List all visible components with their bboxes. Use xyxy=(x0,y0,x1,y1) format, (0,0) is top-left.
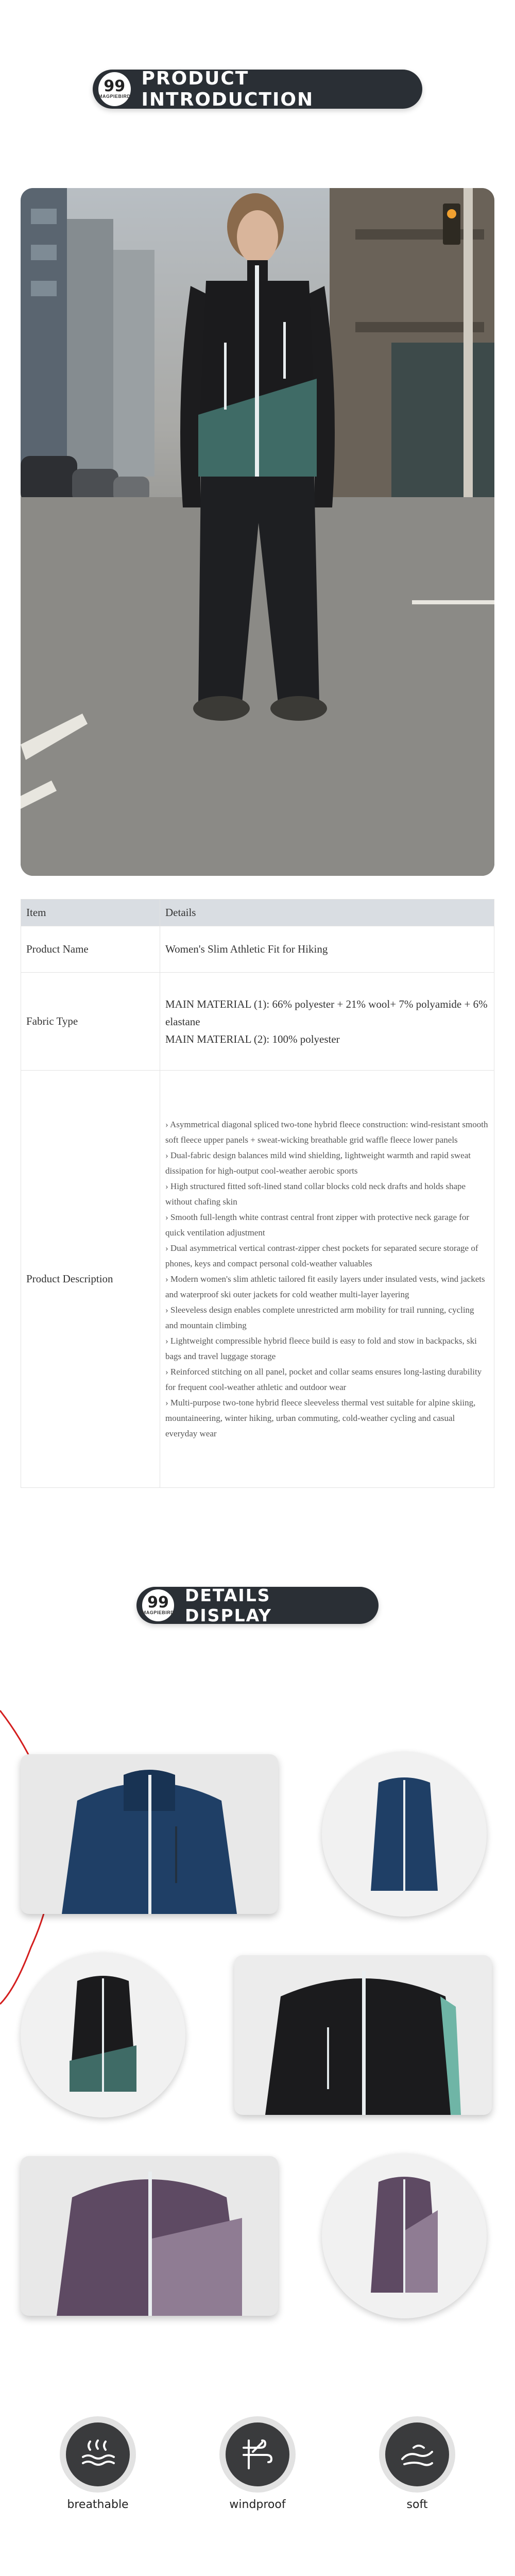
row-label-fabric-type: Fabric Type xyxy=(21,973,160,1071)
description-text: Reinforced stitching on all panel, pocket and collar seams ensures long-lasting durability for frequent cool-weather athletic and outdoor wear xyxy=(165,1366,482,1392)
description-text: Asymmetrical diagonal spliced two-tone hybrid fleece construction: wind-resistant smooth soft fleece upper panels + sweat-wicking breathable grid waffle fleece lower panels xyxy=(165,1119,488,1145)
description-item: › Reinforced stitching on all panel, pocket and collar seams ensures long-lasting durability for frequent cool-weather athletic and outdoor wear xyxy=(165,1366,482,1392)
feature-label: soft xyxy=(406,2498,428,2511)
table-row xyxy=(21,926,494,973)
description-text: Dual-fabric design balances mild wind shielding, lightweight warmth and rapid sweat dissipation for high-output cool-weather aerobic sports xyxy=(165,1150,471,1176)
soft-icon xyxy=(385,2422,449,2486)
spec-table xyxy=(21,899,494,1488)
row-value-product-name: Women's Slim Athletic Fit for Hiking xyxy=(160,926,494,973)
row-value-fabric-type xyxy=(160,973,494,1071)
brand-logo-name: MAGPIEBIRD xyxy=(142,1610,175,1615)
row-label-product-name: Product Name xyxy=(21,926,160,973)
black-vest-full xyxy=(21,1953,185,2117)
breathable-icon xyxy=(66,2422,130,2486)
detail-photo-black-full xyxy=(21,1953,185,2117)
header-item: Item xyxy=(21,900,160,926)
description-item: › Dual asymmetrical vertical contrast-zipper chest pockets for separated secure storage of phones, keys and compact personal cold-weather valuables xyxy=(165,1243,478,1268)
row-value-product-description xyxy=(160,1071,494,1488)
brand-logo-name: MAGPIEBIRD xyxy=(98,94,131,99)
section-title-intro: PRODUCT INTRODUCTION xyxy=(141,68,314,110)
description-item: › Asymmetrical diagonal spliced two-tone hybrid fleece construction: wind-resistant smooth soft fleece upper panels + sweat-wicking breathable grid waffle fleece lower panels xyxy=(165,1119,488,1145)
detail-photo-purple-collar xyxy=(21,2156,278,2316)
table-row xyxy=(21,1071,494,1488)
description-text: Multi-purpose two-tone hybrid fleece sleeveless thermal vest suitable for alpine skiing, mountaineering, winter hiking, urban commuting, cold-weather cycling and casual everyday wear xyxy=(165,1397,476,1438)
purple-vest-closeup xyxy=(21,2156,278,2316)
description-text: Sleeveless design enables complete unrestricted arm mobility for trail running, cycling and mountain climbing xyxy=(165,1304,474,1330)
feature-icon-ring xyxy=(379,2416,455,2493)
feature-label: breathable xyxy=(67,2498,129,2511)
section-header-intro xyxy=(93,70,422,109)
navy-vest-full xyxy=(322,1752,487,1917)
brand-logo xyxy=(141,1588,176,1623)
detail-photo-black-collar xyxy=(234,1955,492,2115)
description-item: › High structured fitted soft-lined stand collar blocks cold neck drafts and holds shape without chafing skin xyxy=(165,1181,466,1207)
brand-logo-number: 99 xyxy=(104,77,126,95)
feature-breathable xyxy=(36,2416,160,2512)
windproof-icon xyxy=(226,2422,289,2486)
purple-vest-full xyxy=(322,2154,487,2318)
description-item: › Sleeveless design enables complete unrestricted arm mobility for trail running, cycling and mountain climbing xyxy=(165,1304,474,1330)
description-item: › Dual-fabric design balances mild wind shielding, lightweight warmth and rapid sweat dissipation for high-output cool-weather aerobic sports xyxy=(165,1150,471,1176)
description-text: High structured fitted soft-lined stand collar blocks cold neck drafts and holds shape without chafing skin xyxy=(165,1181,466,1207)
feature-soft xyxy=(355,2416,479,2512)
navy-vest-closeup xyxy=(21,1754,278,1914)
description-text: Smooth full-length white contrast central front zipper with protective neck garage for quick ventilation adjustment xyxy=(165,1212,470,1238)
fabric-line-2: MAIN MATERIAL (2): 100% polyester xyxy=(165,1032,340,1045)
brand-logo xyxy=(97,71,132,108)
table-row xyxy=(21,973,494,1071)
description-text: Lightweight compressible hybrid fleece build is easy to fold and stow in backpacks, ski bags and travel luggage storage xyxy=(165,1335,477,1361)
detail-photo-navy-collar xyxy=(21,1754,278,1914)
row-label-product-description: Product Description xyxy=(21,1071,160,1488)
description-text: Modern women's slim athletic tailored fit easily layers under insulated vests, wind jackets and waterproof ski outer jackets for cold weather multi-layer layering xyxy=(165,1274,485,1299)
hero-product-photo xyxy=(21,188,494,876)
detail-photo-navy-full xyxy=(322,1752,487,1917)
section-title-details: DETAILS DISPLAY xyxy=(185,1585,272,1625)
description-item: › Modern women's slim athletic tailored fit easily layers under insulated vests, wind jackets and waterproof ski outer jackets for cold weather multi-layer layering xyxy=(165,1274,485,1299)
black-vest-closeup xyxy=(234,1955,492,2115)
section-header-details xyxy=(136,1587,379,1624)
brand-logo-number: 99 xyxy=(147,1594,169,1612)
feature-icon-ring xyxy=(219,2416,296,2493)
detail-photo-purple-full xyxy=(322,2154,487,2318)
spec-table-header xyxy=(21,900,494,926)
header-details: Details xyxy=(160,900,494,926)
description-item: › Smooth full-length white contrast central front zipper with protective neck garage for quick ventilation adjustment xyxy=(165,1212,470,1238)
feature-windproof xyxy=(196,2416,319,2512)
description-item: › Lightweight compressible hybrid fleece build is easy to fold and stow in backpacks, ski bags and travel luggage storage xyxy=(165,1335,477,1361)
description-text: Dual asymmetrical vertical contrast-zipper chest pockets for separated secure storage of phones, keys and compact personal cold-weather valuables xyxy=(165,1243,478,1268)
feature-label: windproof xyxy=(229,2498,286,2511)
fabric-line-1: MAIN MATERIAL (1): 66% polyester + 21% wool+ 7% polyamide + 6% elastane xyxy=(165,997,488,1028)
feature-icon-ring xyxy=(60,2416,136,2493)
hero-illustration xyxy=(21,188,494,876)
description-item: › Multi-purpose two-tone hybrid fleece sleeveless thermal vest suitable for alpine skiing, mountaineering, winter hiking, urban commuting, cold-weather cycling and casual everyday wear xyxy=(165,1397,476,1438)
